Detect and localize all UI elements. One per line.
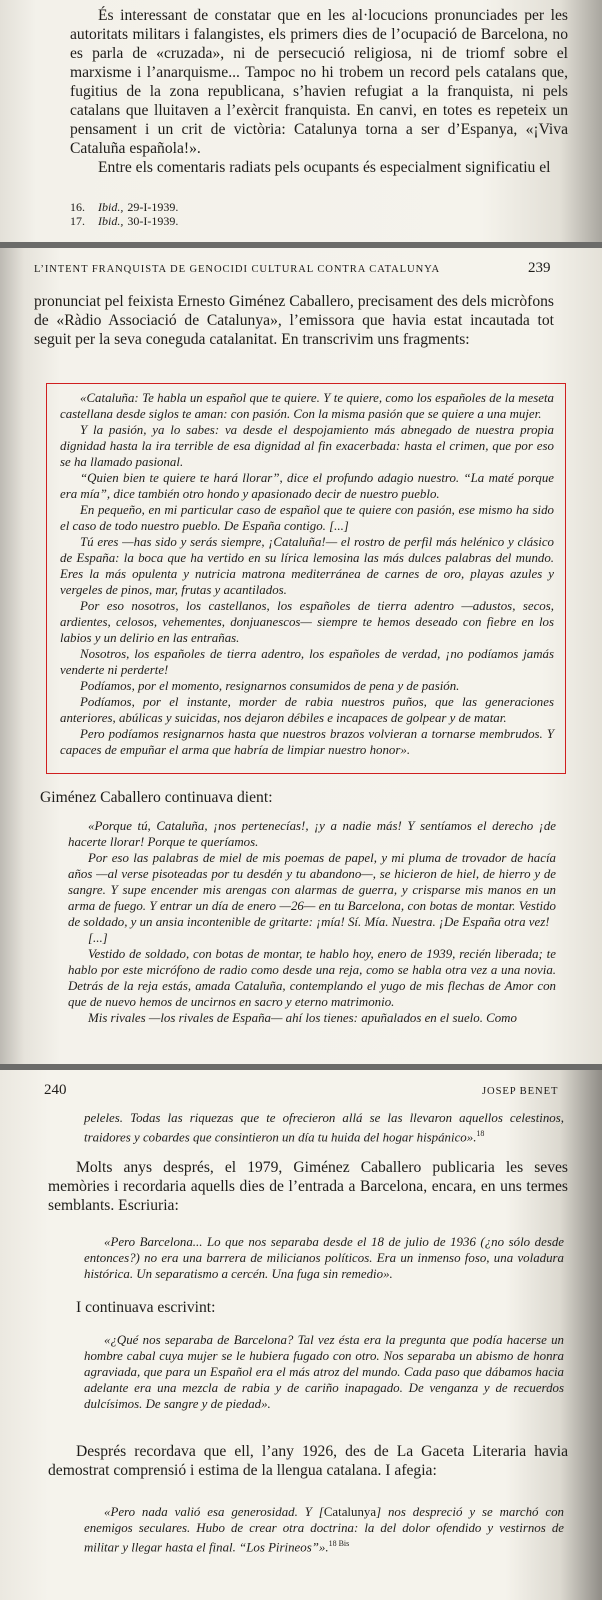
footnote-ref: 18 Bis: [328, 1539, 350, 1548]
page1-paragraph2: Entre els comentaris radiats pels ocupants és especialment significatiu el: [98, 159, 551, 176]
page-number: 239: [528, 260, 551, 276]
page-fragment-top: [0, 0, 602, 242]
running-head: L’INTENT FRANQUISTA DE GENOCIDI CULTURAL CONTRA CATALUNYA: [34, 264, 441, 275]
page1-text: [70, 6, 568, 177]
paragraph-text: I continuava escrivint:: [76, 1299, 216, 1316]
quote1-para: Podíamos, por el instante, morder de rabia nuestros puños, que las generaciones anteriores, abúlicas y suicidas, nos dejaron débiles e incapaces de golpear y de matar.: [60, 695, 554, 725]
footnote-ref: 18: [476, 1129, 485, 1138]
quote1-para: «Cataluña: Te habla un español que te quiere. Y te quiere, como los españoles de la meseta castellana desde siglos te aman: con pasión. Con la misma pasión que se quiere a una mujer.: [60, 391, 554, 421]
quote-block-2: [68, 818, 556, 1026]
footnotes: [70, 200, 370, 228]
footnote-date: 30-I-1939.: [127, 214, 179, 228]
paragraph-continuava: [48, 1298, 568, 1317]
continuation-text: Giménez Caballero continuava dient:: [40, 789, 273, 806]
quote-block-3: [84, 1234, 564, 1282]
quote2-para: Por eso las palabras de miel de mis poemas de papel, y mi pluma de trovador de hacía años —al verse pisoteadas por tu desdén y tu abandono—, se hicieron de hiel, de hierro y de sangre. Y supe encender mis arengas con alarmas de guerra, y crisparse mis manos en un arma de fuego. Y entrar un día de enero —26— en tu Barcelona, con botas de montar. Vestido de soldado, y un ansia incontenible de gritarte: ¡mía! Sí. Mía. Nuestra. ¡De España otra vez!: [68, 851, 556, 929]
quote5-bracket: Catalunya: [323, 1505, 377, 1519]
intro-text: pronunciat pel feixista Ernesto Giménez Caballero, precisament des dels micròfons de «Ràdio Associació de Catalunya», l’emissora que havia estat incautada tot seguit per la seva coneguda catalanitat. En transcrivim uns fragments:: [34, 293, 554, 348]
footnote-number: 17.: [70, 214, 85, 228]
quote1-para: Nosotros, los españoles de tierra adentro, los españoles de verdad, ¡no podíamos jamás venderte ni perderte!: [60, 647, 554, 677]
paragraph-text: Molts anys després, el 1979, Giménez Caballero publicaria les seves memòries i recordaria aquells dies de l’entrada a Barcelona, encara, en uns termes semblants. Escriuria:: [48, 1159, 568, 1214]
quote1-para: Podíamos, por el momento, resignarnos consumidos de pena y de pasión.: [80, 679, 460, 693]
quote1-para: Y la pasión, ya lo sabes: va desde el despojamiento más abnegado de nuestra propia dignidad hasta la ira terrible de esa dignidad al fin exacerbada: hasta el crimen, que por eso se ha llamado pasional.: [60, 423, 554, 469]
quote4-para: «¿Qué nos separaba de Barcelona? Tal vez ésta era la pregunta que podía hacerse un hombre cabal cuya mujer se le hubiera fugado con otro. Nos separaba un abismo de honra agraviada, que para un Español era el más atroz del mundo. Cada paso que dábamos hacia adelante era una mezcla de rabia y de cariño inapagado. De venganza y de recuerdos dulcísimos. De sangre y de piedad».: [84, 1333, 564, 1411]
intro-paragraph: [34, 292, 554, 349]
paragraph-1926: [48, 1442, 568, 1480]
quote-block-4: [84, 1332, 564, 1412]
quote-end: [84, 1110, 564, 1145]
page-239: [0, 248, 602, 1064]
paragraph-text: Després recordava que ell, l’any 1926, des de La Gaceta Literaria havia demostrat comprensió i estima de la llengua catalana. I afegia:: [48, 1443, 568, 1479]
quote2-para: [...]: [88, 931, 108, 945]
running-head: JOSEP BENET: [482, 1086, 559, 1097]
continuation-label: [40, 788, 560, 807]
quote1-para: Por eso nosotros, los castellanos, los españoles de tierra adentro —adustos, secos, ardientes, celosos, vehementes, donjuanescos— siempre te hemos deseado con fiebre en los labios y un delirio en las entrañas.: [60, 599, 554, 645]
page1-paragraph1: És interessant de constatar que en les al·locucions pronunciades per les autoritats militars i falangistes, els primers dies de l’ocupació de Barcelona, no es parla de «cruzada», ni de persecució religiosa, ni de triomf sobre el marxisme i l’anarquisme... Tampoc no hi trobem un record pels catalans que, fugitius de la zona republicana, s’havien refugiat a la franquista, ni pels catalans que lluitaven a l’exèrcit franquista. En canvi, en totes es repeteix un pensament i un crit de victòria: Catalunya torna a ser d’Espanya, «¡Viva Cataluña española!».: [70, 7, 568, 157]
quote5-text: ] nos despreció y se marchó con enemigos seculares. Hubo de crear otra doctrina: la del dolor ofendido y vestirnos de militar y llegar hasta el final. “Los Pirineos”».: [84, 1505, 564, 1555]
quote3-para: «Pero Barcelona... Lo que nos separaba desde el 18 de julio de 1936 (¿no sólo desde entonces?) no era una barrera de milicianos políticos. Era un inmenso foso, una voladura histórica. Un separatismo a cercén. Una fuga sin remedio».: [84, 1235, 564, 1281]
quote1-para: Pero podíamos resignarnos hasta que nuestros brazos volvieran a tornarse membrudos. Y capaces de empuñar el arma que habría de limpiar nuestro honor».: [60, 727, 554, 757]
quote5-para: [84, 1504, 564, 1555]
footnote-source: Ibid.,: [98, 214, 124, 228]
quote2-para: «Porque tú, Cataluña, ¡nos pertenecías!, ¡y a nadie más! Y sentíamos el derecho ¡de hacerte llorar! Porque te queríamos.: [68, 819, 556, 849]
quote2-para: Vestido de soldado, con botas de montar, te hablo hoy, enero de 1939, recién liberada; te hablo por este micrófono de radio como desde una reja, como se habla otra vez a una novia. Detrás de la reja estás, amada Cataluña, contemplando el yugo de mis flechas de Amor con que de nuevo hemos de uncirnos en sacro y eterno matrimonio.: [68, 947, 556, 1009]
quote-block-1: [60, 390, 554, 758]
quote-end-para: [84, 1110, 564, 1145]
quote-end-text: peleles. Todas las riquezas que te ofrecieron allá se las llevaron aquellos celestinos, traidores y cobardes que consintieron un día tu huida del hogar hispánico».: [84, 1111, 564, 1145]
footnote-date: 29-I-1939.: [127, 200, 179, 214]
quote2-para: Mis rivales —los rivales de España— ahí los tienes: apuñalados en el suelo. Como: [88, 1011, 517, 1025]
footnote-source: Ibid.,: [98, 200, 124, 214]
footnote-16: [70, 200, 370, 214]
paragraph-1979: [48, 1158, 568, 1215]
quote1-para: “Quien bien te quiere te hará llorar”, dice el profundo adagio nuestro. “La maté porque era mía”, dice también otro hondo y apasionado decir de nuestro pueblo.: [60, 471, 554, 501]
quote1-para: Tú eres —has sido y serás siempre, ¡Cataluña!— el rostro de perfil más helénico y clásico de España: la boca que ha vertido en su lírica lemosina las más dulces palabras del mundo. Eres la más opulenta y nutricia matrona mediterránea de carnes de oro, playas azules y vergeles de pinos, mar, frutas y acantilados.: [60, 535, 554, 597]
quote5-text: «Pero nada valió esa generosidad. Y [: [104, 1505, 324, 1519]
page-240: [0, 1070, 602, 1600]
quote-block-5: [84, 1504, 564, 1555]
quote1-para: En pequeño, en mi particular caso de español que te quiere con pasión, ese mismo ha sido el caso de todo nuestro pueblo. De España contigo. [...]: [60, 503, 554, 533]
page-number: 240: [44, 1082, 67, 1098]
footnote-17: [70, 214, 370, 228]
footnote-number: 16.: [70, 200, 85, 214]
